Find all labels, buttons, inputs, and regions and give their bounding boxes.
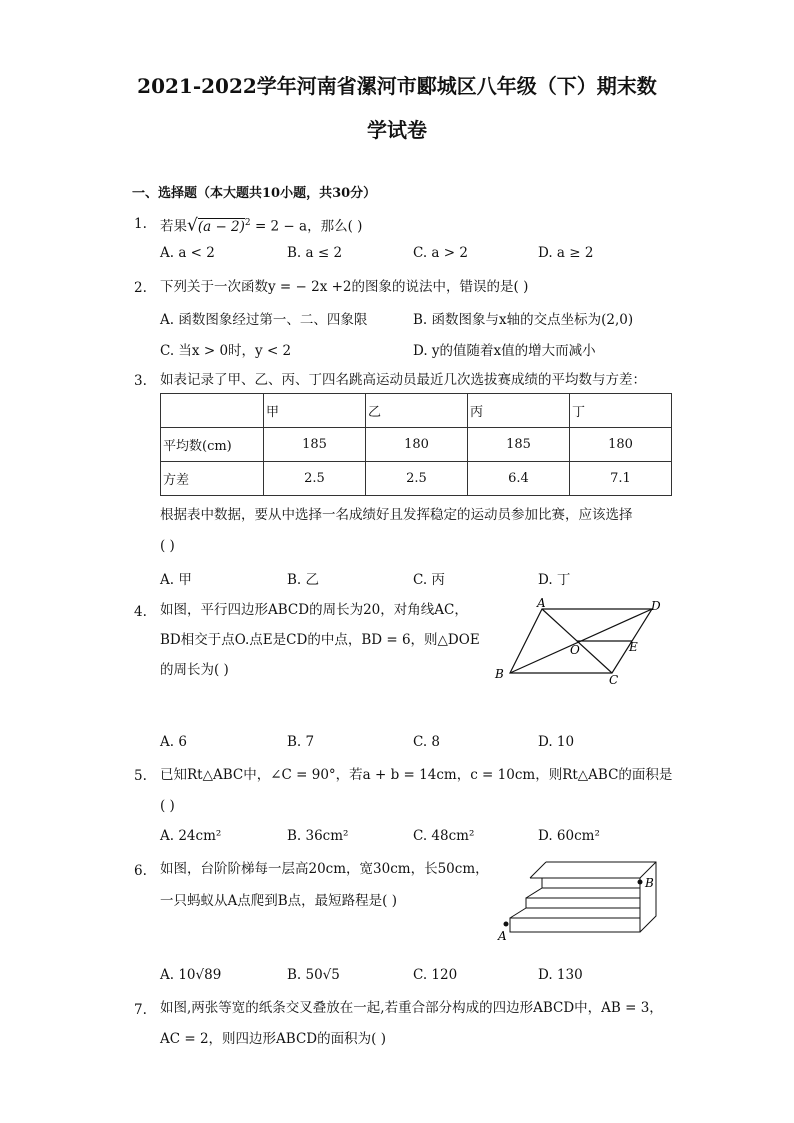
point-b — [638, 880, 643, 885]
question-3-follow-paren: ( ) — [160, 538, 175, 554]
question-2-stem: 下列关于一次函数y = − 2x +2的图象的说法中，错误的是( ) — [160, 279, 529, 295]
label-e: E — [629, 640, 638, 654]
question-6-number: 6. — [134, 863, 147, 879]
question-4-line-3: 的周长为( ) — [160, 662, 229, 678]
table-row — [161, 462, 672, 496]
question-4-number: 4. — [134, 604, 147, 620]
table-row-label: 平均数(cm) — [161, 428, 264, 462]
stair-top-left-depth — [530, 862, 546, 878]
question-4-option-c[interactable]: C. 8 — [413, 734, 441, 750]
table-cell: 6.4 — [468, 462, 570, 496]
table-cell: 2.5 — [264, 462, 366, 496]
question-1-number: 1. — [134, 216, 147, 232]
question-1-stem-lead: 若果 — [160, 218, 187, 235]
question-1-option-b[interactable]: B. a ≤ 2 — [287, 245, 343, 261]
stair-step-2-depth — [526, 888, 542, 898]
question-6-option-a[interactable]: A. 10√89 — [160, 967, 222, 983]
question-2-option-c[interactable]: C. 当x > 0时，y < 2 — [160, 343, 292, 359]
question-4-option-d[interactable]: D. 10 — [538, 734, 575, 750]
stair-step-1-depth — [510, 908, 526, 918]
sqrt-sign: √ — [187, 215, 198, 236]
stair-step-1 — [510, 918, 640, 932]
table-header-cell: 乙 — [366, 394, 468, 428]
label-a: A — [537, 596, 546, 610]
label-c: C — [609, 673, 619, 687]
question-3-follow: 根据表中数据，要从中选择一名成绩好且发挥稳定的运动员参加比赛，应该选择 — [160, 507, 633, 523]
question-3-option-a[interactable]: A. 甲 — [160, 572, 192, 588]
table-row — [161, 428, 672, 462]
question-2-option-b[interactable]: B. 函数图象与x轴的交点坐标为(2,0) — [413, 312, 634, 328]
stair-step-3 — [542, 878, 640, 888]
question-5-option-d[interactable]: D. 60cm² — [538, 828, 600, 844]
question-4-option-a[interactable]: A. 6 — [160, 734, 187, 750]
label-o: O — [570, 643, 580, 657]
question-6-option-b[interactable]: B. 50√5 — [287, 967, 340, 983]
question-4-line-2: BD相交于点O.点E是CD的中点，BD = 6，则△DOE — [160, 632, 480, 648]
exam-title-line1: 2021-2022学年河南省漯河市郾城区八年级（下）期末数 — [137, 74, 657, 98]
table-cell: 2.5 — [366, 462, 468, 496]
staircase-figure — [496, 856, 666, 946]
question-5-number: 5. — [134, 768, 147, 784]
question-1-radicand: (a − 2) — [197, 218, 245, 235]
question-3-stem: 如表记录了甲、乙、丙、丁四名跳高运动员最近几次选拔赛成绩的平均数与方差： — [160, 372, 646, 388]
question-7-line-2: AC = 2，则四边形ABCD的面积为( ) — [160, 1031, 386, 1047]
question-5-stem-paren: ( ) — [160, 798, 175, 814]
table-header-cell — [161, 394, 264, 428]
table-cell: 180 — [366, 428, 468, 462]
point-a — [504, 922, 509, 927]
question-4-line-1: 如图，平行四边形ABCD的周长为20，对角线AC， — [160, 602, 468, 618]
table-header-cell: 甲 — [264, 394, 366, 428]
label-b: B — [645, 876, 654, 890]
question-3-option-b[interactable]: B. 乙 — [287, 572, 320, 588]
question-2-option-d[interactable]: D. y的值随着x值的增大而减小 — [413, 343, 596, 359]
table-cell: 7.1 — [570, 462, 672, 496]
question-1-option-d[interactable]: D. a ≥ 2 — [538, 245, 594, 261]
table-cell: 185 — [468, 428, 570, 462]
table-header-cell: 丙 — [468, 394, 570, 428]
section-heading: 一、选择题（本大题共10小题，共30分） — [132, 186, 377, 201]
stats-table — [160, 393, 672, 496]
question-3-number: 3. — [134, 373, 147, 389]
question-5-option-a[interactable]: A. 24cm² — [160, 828, 222, 844]
question-6-option-c[interactable]: C. 120 — [413, 967, 458, 983]
question-2-option-a[interactable]: A. 函数图象经过第一、二、四象限 — [160, 312, 368, 328]
stair-step-2 — [526, 898, 640, 908]
question-2-number: 2. — [134, 280, 147, 296]
table-header-cell: 丁 — [570, 394, 672, 428]
parallelogram-figure — [490, 596, 670, 688]
question-6-option-d[interactable]: D. 130 — [538, 967, 583, 983]
table-row-label: 方差 — [161, 462, 264, 496]
table-header-row — [161, 394, 672, 428]
question-6-line-2: 一只蚂蚁从A点爬到B点，最短路程是( ) — [160, 893, 397, 909]
question-1-option-a[interactable]: A. a < 2 — [160, 245, 215, 261]
question-3-option-d[interactable]: D. 丁 — [538, 572, 571, 588]
question-5-stem: 已知Rt△ABC中，∠C = 90°，若a + b = 14cm，c = 10cm，则Rt△ABC的面积是 — [160, 767, 673, 783]
question-4-option-b[interactable]: B. 7 — [287, 734, 315, 750]
question-7-number: 7. — [134, 1002, 147, 1018]
label-a: A — [498, 929, 507, 943]
question-5-option-b[interactable]: B. 36cm² — [287, 828, 349, 844]
question-1-exponent: 2 — [244, 218, 251, 228]
label-d: D — [651, 599, 661, 613]
table-cell: 180 — [570, 428, 672, 462]
question-6-line-1: 如图，台阶阶梯每一层高20cm，宽30cm，长50cm， — [160, 861, 489, 877]
question-1-stem — [160, 213, 362, 237]
question-7-line-1: 如图,两张等宽的纸条交叉叠放在一起,若重合部分构成的四边形ABCD中，AB = 3， — [160, 1000, 663, 1016]
question-3-option-c[interactable]: C. 丙 — [413, 572, 445, 588]
question-1-option-c[interactable]: C. a > 2 — [413, 245, 468, 261]
table-cell: 185 — [264, 428, 366, 462]
label-b: B — [495, 667, 504, 681]
exam-title-line2: 学试卷 — [367, 118, 427, 142]
question-5-option-c[interactable]: C. 48cm² — [413, 828, 475, 844]
question-1-stem-tail: = 2 − a，那么( ) — [250, 218, 363, 235]
